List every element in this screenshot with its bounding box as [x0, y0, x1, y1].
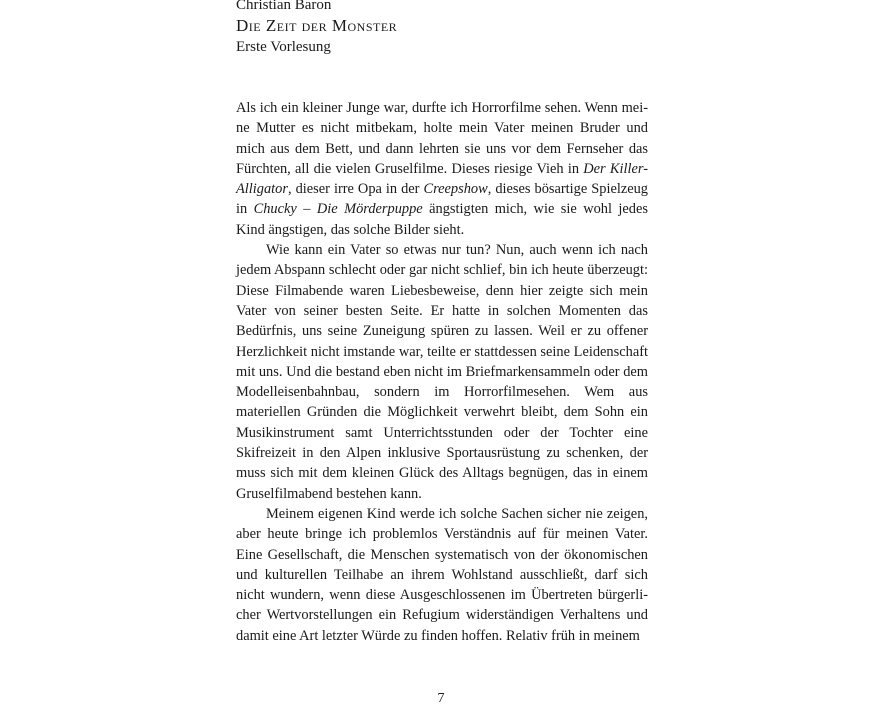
film-title-chucky: Chucky – Die Mörderpuppe: [253, 201, 423, 218]
paragraph-1-text-3: , dieses bösartige Spielzeug in: [236, 181, 648, 218]
chapter-subtitle: Erste Vorlesung: [236, 39, 331, 55]
body-text: [236, 98, 648, 646]
paragraph-1-text-4: ängstigten mich, wie sie wohl jedes Kind ängstigen, das solche Bilder sieht.: [236, 201, 648, 238]
film-title-killer-alligator: Der Killer-Alligator: [236, 160, 649, 198]
chapter-title: Die Zeit der Monster: [236, 16, 398, 35]
paragraph-1: [236, 98, 648, 240]
page-number: 7: [437, 691, 445, 706]
author-name: Christian Baron: [236, 0, 332, 13]
paragraph-3: Meinem eigenen Kind werde ich solche Sachen sicher nie zeigen, aber heute bringe ich problemlos Verständnis auf für meinen Vater. Eine Gesellschaft, die Menschen systematisch von der ökonomischen und kulturellen Teilhabe an ihrem Wohlstand ausschließt, darf sich nicht wundern, wenn diese Ausgeschlossenen im Übertreten bürgerlicher Wertvorstellungen ein Refugium widerständigen Verhaltens und damit eine Art letzter Würde zu finden hoffen. Relativ früh in meinem: [236, 505, 648, 644]
page-header: [236, 0, 656, 57]
film-title-creepshow: Creepshow: [423, 181, 488, 198]
paragraph-1-text-1: Als ich ein kleiner Junge war, durfte ich Horrorfilme sehen. Wenn meine Mutter es nicht mitbekam, holte mein Vater meinen Bruder und mich aus dem Bett, und dann lehrten sie uns vor dem Fernseher das Fürchten, all die vielen Gruselfilme. Dieses riesige Vieh in: [236, 100, 648, 177]
paragraph-1-text-2: , dieser irre Opa in der: [287, 181, 424, 198]
paragraph-2: Wie kann ein Vater so etwas nur tun? Nun, auch wenn ich nach jedem Abspann schlecht oder gar nicht schlief, bin ich heute überzeugt: Diese Filmabende waren Liebesbeweise, denn hier zeigte sich mein Vater von seiner besten Seite. Er hatte in solchen Momenten das Bedürfnis, uns seine Zuneigung spüren zu lassen. Weil er zu offener Herzlichkeit nicht imstande war, teilte er stattdessen seine Leidenschaft mit uns. Und die bestand eben nicht im Briefmarkensammeln oder dem Modelleisenbahnbau, sondern im Horrorfilmesehen. Wem aus materiellen Gründen die Möglichkeit verwehrt bleibt, dem Sohn ein Musikinstrument samt Unterrichtsstunden oder der Tochter eine Skifreizeit in den Alpen inklusive Sportausrüstung zu schenken, der muss sich mit dem kleinen Glück des Alltags begnügen, das in einem Gruselfilmabend bestehen kann.: [236, 242, 648, 502]
